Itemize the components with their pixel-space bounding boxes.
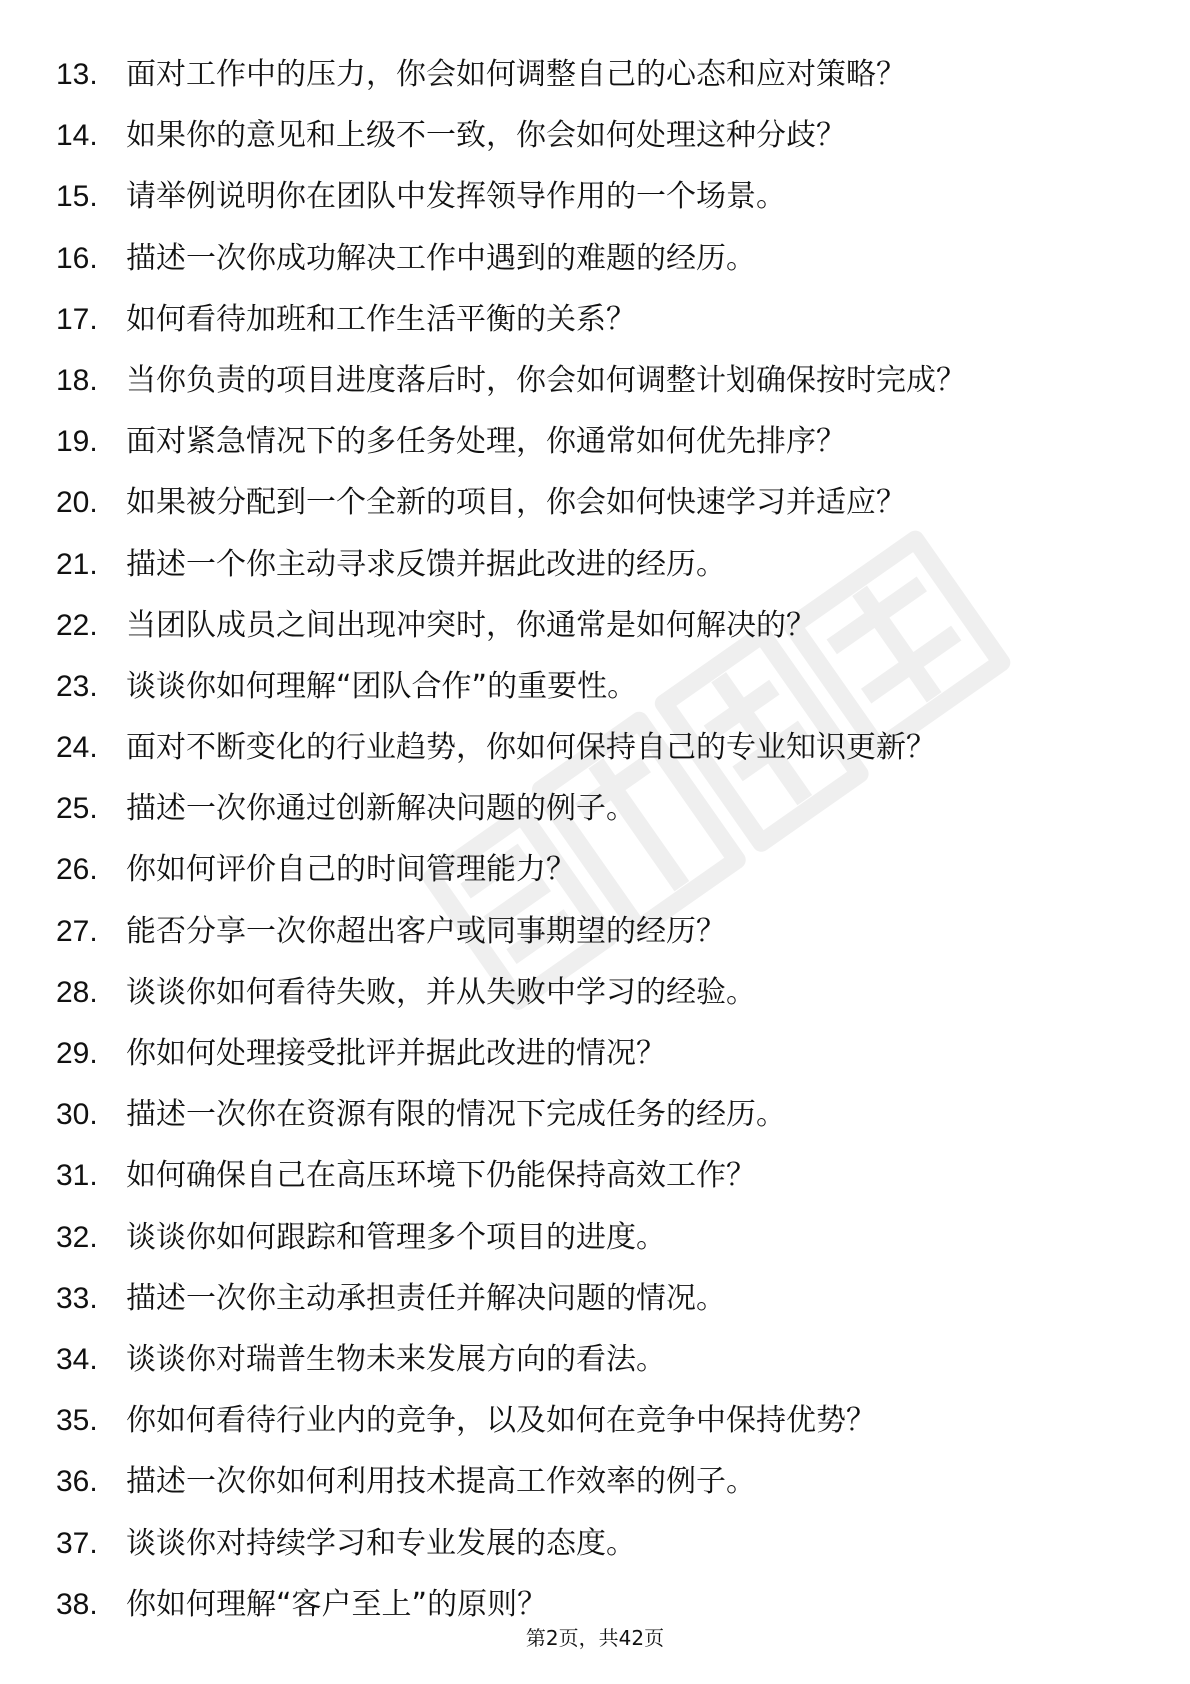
question-text: 你如何评价自己的时间管理能力？ [126, 852, 576, 888]
list-item [56, 105, 1156, 166]
list-item [56, 1207, 1156, 1268]
question-number: 27. [56, 914, 98, 948]
question-number: 14. [56, 119, 98, 153]
question-number: 13. [56, 58, 98, 91]
question-text: 面对不断变化的行业趋势，你如何保持自己的专业知识更新？ [126, 730, 936, 766]
list-item [56, 350, 1156, 411]
question-number: 38. [56, 1587, 98, 1621]
question-text: 如何确保自己在高压环境下仍能保持高效工作？ [126, 1158, 756, 1194]
question-text: 谈谈你对瑞普生物未来发展方向的看法。 [126, 1341, 666, 1377]
list-item [56, 1329, 1156, 1390]
question-number: 18. [56, 363, 98, 397]
question-number: 28. [56, 975, 98, 1009]
question-text: 你如何理解“客户至上”的原则？ [126, 1586, 548, 1622]
question-text: 当你负责的项目进度落后时，你会如何调整计划确保按时完成？ [126, 362, 966, 398]
page-number-label: 第2页，共42页 [525, 1626, 665, 1650]
list-item [56, 411, 1156, 472]
question-number: 29. [56, 1037, 98, 1070]
question-text: 如何看待加班和工作生活平衡的关系？ [126, 301, 636, 337]
question-number: 16. [56, 241, 98, 275]
question-text: 谈谈你如何看待失败，并从失败中学习的经验。 [126, 974, 756, 1010]
list-item [56, 1451, 1156, 1512]
question-number: 34. [56, 1342, 98, 1376]
list-item [56, 166, 1156, 227]
question-number: 25. [56, 792, 98, 826]
list-item [56, 289, 1156, 350]
list-item [56, 1268, 1156, 1329]
question-text: 描述一次你成功解决工作中遇到的难题的经历。 [126, 240, 756, 276]
question-text: 如果被分配到一个全新的项目，你会如何快速学习并适应？ [126, 485, 906, 521]
question-number: 22. [56, 608, 98, 642]
list-item [56, 717, 1156, 778]
question-number: 26. [56, 853, 98, 887]
list-item [56, 44, 1156, 105]
list-item [56, 1513, 1156, 1574]
list-item [56, 1023, 1156, 1084]
question-number: 23. [56, 669, 98, 703]
list-item [56, 595, 1156, 656]
question-list [56, 44, 1156, 1635]
list-item [56, 1145, 1156, 1206]
question-number: 30. [56, 1098, 98, 1132]
list-item [56, 656, 1156, 717]
list-item [56, 1390, 1156, 1451]
question-text: 当团队成员之间出现冲突时，你通常是如何解决的？ [126, 607, 816, 643]
question-text: 请举例说明你在团队中发挥领导作用的一个场景。 [126, 179, 786, 215]
question-number: 33. [56, 1281, 98, 1315]
list-item [56, 839, 1156, 900]
question-number: 21. [56, 547, 98, 581]
question-number: 19. [56, 425, 98, 459]
question-text: 描述一次你在资源有限的情况下完成任务的经历。 [126, 1097, 786, 1133]
list-item [56, 534, 1156, 595]
question-number: 35. [56, 1404, 98, 1438]
question-text: 描述一次你如何利用技术提高工作效率的例子。 [126, 1464, 756, 1500]
question-text: 谈谈你对持续学习和专业发展的态度。 [126, 1525, 636, 1561]
question-number: 20. [56, 486, 98, 520]
question-number: 36. [56, 1465, 98, 1499]
list-item [56, 962, 1156, 1023]
question-text: 描述一次你通过创新解决问题的例子。 [126, 791, 636, 827]
question-number: 32. [56, 1220, 98, 1254]
question-number: 24. [56, 731, 98, 765]
question-text: 如果你的意见和上级不一致，你会如何处理这种分歧？ [126, 118, 846, 154]
list-item [56, 472, 1156, 533]
question-text: 你如何处理接受批评并据此改进的情况？ [126, 1036, 666, 1071]
page-footer [0, 1622, 1190, 1651]
question-text: 面对工作中的压力，你会如何调整自己的心态和应对策略？ [126, 57, 906, 92]
question-number: 31. [56, 1159, 98, 1193]
question-text: 能否分享一次你超出客户或同事期望的经历？ [126, 913, 726, 949]
question-text: 描述一个你主动寻求反馈并据此改进的经历。 [126, 546, 726, 582]
question-text: 面对紧急情况下的多任务处理，你通常如何优先排序？ [126, 424, 846, 460]
question-text: 谈谈你如何跟踪和管理多个项目的进度。 [126, 1219, 666, 1255]
question-number: 37. [56, 1526, 98, 1560]
question-text: 谈谈你如何理解“团队合作”的重要性。 [126, 668, 638, 704]
question-number: 15. [56, 180, 98, 214]
list-item [56, 778, 1156, 839]
question-number: 17. [56, 302, 98, 336]
list-item [56, 228, 1156, 289]
list-item [56, 901, 1156, 962]
list-item [56, 1084, 1156, 1145]
question-text: 描述一次你主动承担责任并解决问题的情况。 [126, 1280, 726, 1316]
question-text: 你如何看待行业内的竞争，以及如何在竞争中保持优势？ [126, 1403, 876, 1439]
